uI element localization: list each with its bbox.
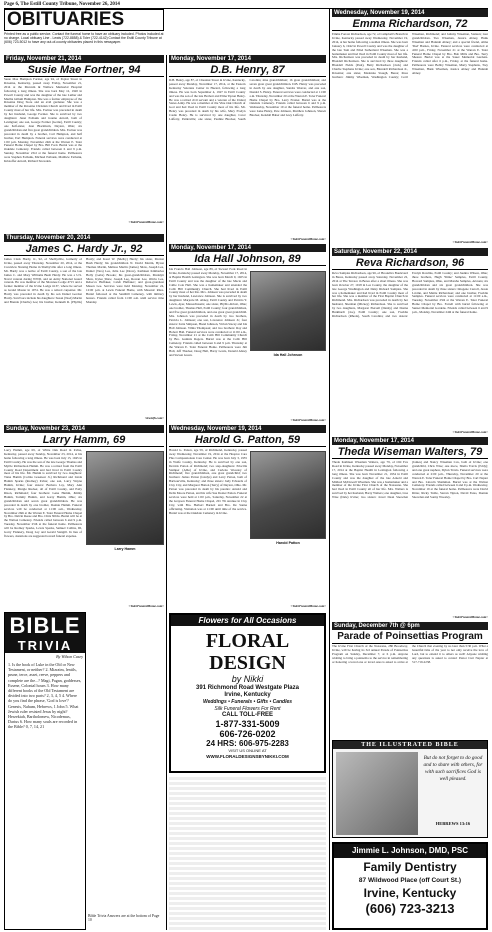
florist-address: 391 Richmond Road Westgate Plaza [196, 685, 299, 691]
obit-source: <TolerFuneralHome.com> [290, 237, 326, 241]
column-divider [166, 55, 167, 930]
bible-questions-cont [88, 612, 164, 912]
obit-name: Reva Richardson, 96 [332, 257, 488, 270]
dentist-practice: Family Dentistry [363, 860, 457, 874]
obit-photo [250, 451, 326, 539]
obit-source: <TolerFuneralHome.com> [290, 418, 326, 422]
obit-text: Harold G. Patton, age 59, of Richmond, Kentucky, passed away Wednesday, November 19, 2014 at the Hospice Care Plus Compassionate Care Center. He was born July 3, 1955 in Wolfe County, Kentucky. He is survived by one son, Derrick Patton of Richmond; two step-daughters: Priscilla Stamper (Allie) of Irvine, and Carlena Woosley of Richmond; five grandchildren, one great grandchild; two brothers: James Patton (Gladys) and Larry Patton, both of Barbourville, Kentucky; and three sisters: Judy Edwards of Clay City, and Margaret Hatton (Terry) of Dayton, Ohio. Mr. Patton was preceded in death by his parents: Arnold and Della Moore Patton, and his wife Sue Dozier Patton. Funeral services were held at 1:00 p.m., Saturday, November 22 at the Grayson Funeral Home Chapel, 201 7th Avenue in Clay City, with Bro. Herbert Barnett and Bro. De Sanna officiating. Visitation was at 11:00 until time of the service. Burial was at the Oakdale Cemetery in Irvine. [169, 449, 247, 515]
florist-ad [169, 613, 326, 773]
dentist-phone[interactable]: (606) 723-3213 [365, 901, 455, 916]
florist-name: FLORAL DESIGN [205, 630, 290, 674]
obit-text-cont [85, 78, 164, 218]
column-divider [329, 9, 330, 930]
bible-questions: 1. Is the book of Luke in the Old or New Testament, or neither? 2. Mizraim, lentils, prune, terce, asset, reeve, peppers and complete are the...? Magi, Pagan, goddesses, Essene, Colonial hours 3. How many different books of the Old Testament are divided into two parts? 2, 3, 4, 5 4. Where do you find the phrase, 'God is love'? Genesis, Nahum, Hebrews, 1 John 5. What Jewish ruler resisted Jesus by night? Herzekiah, Bartholomew, Nicodemus, Darius 6. How many souls are recorded in the Bible? 0, 7, 14, 21 [8, 662, 82, 730]
obit-photo [86, 451, 164, 545]
illustrated-bible-title: THE ILLUSTRATED BIBLE [333, 741, 487, 749]
obit-source: <TolerFuneralHome.com> [290, 604, 326, 608]
blank-space [169, 776, 326, 930]
obit-source: <TolerFuneralHome.com> [128, 220, 164, 224]
obit-date: Friday, November 21, 2014 [4, 55, 164, 63]
obit-text: D.B. Henry, age 87, of Chestnut Street in Irvine, Kentucky, passed away Monday, November 17, 2014, at the Eastern Kentucky Veterans Center in Hazard, following a long illness. He was born September 4, 1927 in Estill County and was the son of the late Herbert and Elma Tipton Henry. He was a retired civil servant and a veteran of the United States Army. He was a member of the Vine Oak Church of God and had lived in Estill County most of his life. Mr. Henry was preceded in death by his wife, Mary Evelyn Castle Henry. He is survived by one daughter, Carol Lafferty, Paintsville; one sister, Pauline Blocker, South Carolina; nine grandchildren; 16 great grandchildren; and seven great great grandchildren. D.B. Henry was preceded in death by one daughter, Sandra Weaver, and one son, Donald S. Henry. Funeral services were conducted at 11:00 a.m. Thursday, November 20 at the Warren E. Toler Funeral Home Chapel by Bro. Larry Frazier. Burial was at the Oakdale Cemetery. Friends called between 6 and 9 p.m. Wednesday, November 19 at the funeral home. Pallbearers were Luke Henry, Pete Johnson, Matthew Johnson, Shawn Blocker, Kendall Baber and Grey Lafferty. [169, 79, 326, 122]
obit-photo [250, 271, 326, 351]
bible-trivia-box [4, 612, 86, 930]
page-header: Page 6, The Estill County Tribune, November 26, 2014 [4, 2, 488, 9]
obit-name: James C. Hardy Jr., 92 [4, 243, 164, 256]
obit-text-cont [250, 548, 326, 604]
florist-visit-label: VISIT US ONLINE AT [228, 748, 267, 753]
obit-date: Monday, November 17, 2014 [169, 244, 326, 252]
obit-photo-caption: Ida Hall Johnson [273, 353, 303, 357]
obit-photo-caption: Larry Hamm [114, 547, 136, 551]
obit-date: Wednesday, November 19, 2014 [332, 9, 488, 17]
florist-phone-tollfree: 1-877-331-5009 [215, 719, 280, 729]
obit-name: Susie Mae Fortner, 94 [4, 64, 164, 77]
florist-by: by Nikki [231, 674, 264, 684]
obit-text-cont [250, 360, 326, 418]
dentist-ad [332, 842, 488, 930]
obit-name: Emma Richardson, 72 [332, 18, 488, 31]
illustrated-bible-ref: HEBREWS 13:16 [435, 821, 471, 826]
obit-date: Thursday, November 20, 2014 [4, 234, 164, 242]
florist-tollfree-label: CALL TOLL-FREE [221, 712, 274, 718]
event-text: The Irvine First Church of the Nazarene, 280 Broadway, Irvine, will be having its 3rd annual Parade of Poinsettias Program on Sunday, December 7, at 6 p.m. Anyone wishing to bring a poinsettia to the service in remembering or honoring a loved one or loved ones is asked to arrive at the Church that evening by no later than 5:30 p.m. What a beautiful time of the year to not only receive the love of Lord, but to extend it to others as well! Anyone wishing any questions is asked to contact Pastor Curt Napier at 517-719-2238. [332, 645, 488, 664]
bible-title: BIBLE [5, 613, 85, 639]
obit-date: Wednesday, November 19, 2014 [169, 425, 326, 433]
florist-services: Weddings • Funerals • Gifts • Candles [202, 699, 293, 705]
obit-text: Theda Kathleen Wiseman Walters, age 79, of Old Fox Road in Irvine, Kentucky passed away Monday, November 17, 2014 at the Baptist Health in Lexington following a long illness. She was born November 21, 1934 in Estill County and was the daughter of the late Arnold and Mildred McDowell Wiseman. She was a homemaker and a member of the Irvine First Church of the Nazarene. She had lived in Estill County all of her life. Mrs. Walters is survived by her husband, Harry Walters; one daughter, Lisa Wise (Dale) Irvine; two sisters: Jewel Dean Snowden (James) and Nancy Wiseman Cox, both of Irvine; one grandchild, Chris Wise; one niece, Sheila Travis (Eddy); and one great nephew, Dylan Travis. Funeral services were conducted at 2:00 p.m., Thursday, November 20 at the Warren E. Toler Funeral Home Chapel by Bro. Carl Napier and Bro. Lincoln Shammon. Burial was at the Walton Cemetery. Friends called between 6 and 9 p.m. Wednesday, November 19 at the funeral home. Pallbearers were David Ritter, Ricky Tuttle, Steven Tipton, David Estes, Donnie Snowden and Sonny Woosley. [332, 461, 488, 500]
obit-photo-caption: Harold Patton [276, 541, 300, 545]
obit-source: <TolerFuneralHome.com> [452, 240, 488, 244]
obit-text: Ida Francis Hall Johnson, age 89, of Stewart Fork Road in Irvine, Kentucky passed away Monday, November 17, 2014, at Baptist Health Lexington. She was born March 9, 1925 in Estill County and was the daughter of the late Macie and Callie Cole Hall. She was a homemaker and attended the Cobb Hill Community Church. She had lived in Estill County most of her life. Mrs. Johnson was preceded in death by her husband, Lawrence Johnson. She is survived by two daughters: Marjorie M. Abney, Estill County and Patricia Y. Lewis, Ayer, Massachusetts; one sister, Phyllis Abbott, Ohio; one brother, Thomas Hall, Estill County; four grandchildren, and five great grandchildren, and one great great grandchild. Mrs. Johnson was preceded in death by two brothers, Patricia L. Johnson; one son, Lawrence Johnson Jr.; four sisters: Zetta Simpson, Hazel Johnson, Vivian Stacey and Ida Hall Johnson. Vilma Thompson; and two brothers: Ray and Hobert Hall. Funeral services were conducted at 11:00 a.m., Friday, November 21 at the Cobb Hill Community Church by Bro. Guinnis Rogers. Burial was at the Cobb Hill Cemetery. Friends called between 6 and 9 p.m. Thursday at the Warren E. Toler Funeral Home. Pallbearers were Jim Hall, Jeff Thacker, Doug Hall, Harry Lewis, Donald Abney and Steven Green. [169, 268, 247, 357]
florist-headline: Flowers for All Occasions [171, 615, 324, 626]
obit-name: Larry Hamm, 69 [4, 434, 164, 447]
obit-name: D.B. Henry, 87 [169, 64, 326, 77]
florist-phone-local: 606-726-0202 [219, 729, 276, 739]
event-date: Sunday, December 7th @ 6pm [332, 622, 488, 630]
obit-source: <TolerFuneralHome.com> [452, 430, 488, 434]
obit-name: Ida Hall Johnson, 89 [169, 253, 326, 266]
obit-source: <TolerFuneralHome.com> [452, 615, 488, 619]
illustrated-bible-image [336, 752, 418, 835]
obit-text-cont [86, 554, 164, 602]
bible-answers-note: Bible Trivia Answers are at the bottom of Page 10 [88, 914, 160, 923]
obit-text: Reva Samples Richardson, age 96, of Brookliva Boulevard in Berea, Kentucky passed away Saturday, November 22, 2014 at The Terrace in Berea after a short illness. She was born October 27, 1918 in Lee County, the daughter of the late George Washington and Daisy Rickard Samples. She was a homemaker and had lived in Estill County most of her life. She was a member of the First Baptist Church in Richmond. Mrs. Richardson was preceded in death by her husband, Sherman (Mickey) Richardson. She is survived by two daughters, Margaret Piersall (Danny) and Donna Burkhardt (Joe), Estill County; one son, Freddie Richardson (Rhoda), South Carolina; and two sisters: Evelyn Rawlins, Estill County; and Juanita Wilson, Ohio; three brothers, Hugh 'Shine' Samples, Estill County, Howard Samples, Ohio, and Marsha Samples, Arizona; six grandchildren and six great grandchildren. She was preceded in death by three sisters: Imogene Carroll, Jessie Lavinn, and Mattie Richardson; and one brother, Freddie Samples. Funeral services were conducted at 11:00 a.m., Tuesday, November 25th at the Warren E. Toler Funeral Home Chapel by Bro. Farrell with burial following at Sunset Memorial Gardens. Friends called between 6 and 9 p.m., Monday, November 24th at the funeral home. [332, 272, 488, 318]
obit-source: <lewisfh.com> [144, 416, 164, 420]
obit-date: Saturday, November 22, 2014 [332, 248, 488, 256]
masthead-title: OBITUARIES [4, 9, 164, 31]
obit-date: Sunday, November 23, 2014 [4, 425, 164, 433]
florist-city: Irvine, Kentucky [224, 692, 271, 698]
obit-text: Larry Hamm, age 69, of White Oak Road in Irvine, Kentucky, passed away Sunday, November 23, 2014, at his home following a long illness. He was born July 15, 1945 in Estill County. He was the son of the late George Thomas and Myrtle Richardson Hamm. He was a retired from the Estill County Road Department and had lived in Estill County most of his life. Mr. Hamm is survived by two daughters: Tiana Hamm (Colina Greeneer Jr.) Richmond and Linda Hamm Sparks (Rodney) Irvine; one son, Larry Wayne Hamm, Irvine; four sisters: Barbara Lay, Mary Ann Flannery, Margie Rucker, all of Estill County, and Patty Rison, Richmond; four brothers: Gene Hamm, Jimmy Hamm, Tommy Hamm, and Garry Hamm, Ohio; six grandchildren and seven great grandchildren. He was preceded in death by one brother, Donnie Hamm. Funeral services will be conducted at 11:00 a.m., Wednesday, November 26th at the Warren E. Toler Funeral Home Chapel by Bro. Delvin Reese and Bro. Chris Nibbs. Burial will be at the Walton Cemetery. Friends called between 6 and 9 p.m. Tuesday, November 25th at the funeral home. Pallbearers will be Rodney Sparks, Lewis Sparks, Samuel Collins, III, Garry Flannery, Doug Lay and Gerald Stangill. In lieu of flowers, donations are suggested toward funeral expense. [4, 449, 82, 538]
obit-date: Monday, November 17, 2014 [332, 437, 488, 445]
dentist-address: 87 Wildwood Place (off Court St.) [358, 877, 462, 884]
illustrated-bible-quote: But do not forget to do good and to share with others, for with such sacrifices God is well pleased. [423, 755, 483, 782]
illustrated-bible-box [332, 740, 488, 838]
obit-name: Theda Wiseman Walters, 79 [332, 446, 488, 459]
obit-text: Susie Mae Hampton Fortner, age 94, of Poplar Street in Ravenna, Kentucky, passed away Friday, November 21, 2014 at the Marcum & Wallace Memorial Hospital following a long illness. She was born May 12, 1920 in Powell County and was the daughter of the late Luther and Martha Gillum Hampton. She was a former employee of the Ravenna Drug Store and an avid gardener. She was a member of the Ravenna Christian Church and lived in Estill County most of her life. Mrs. Fortner was preceded in death by her husband, George Fortner. She is survived by two daughters: Janet Estbank and Joanna Arnold, both of Lexington; one son, George Fortner (Gertie), Estill County; one half-sister, Jean Blackburn, Dayton, Ohio; six grandchildren and five great grandchildren. Mrs. Fortner was preceded in death by a brother, Carl Hampton, and half brother, Earl Hampton. Funeral services were conducted at 1:00 p.m. Monday, November 24th at the Warren E. Toler Funeral Home Chapel by Bro. Bill Ford. Burial was at the Oakdale Cemetery. Friends called between 6 and 9 p.m. Sunday, November 23rd at the funeral home. Pallbearers were Stephen Estbank, Michael Estbank, Matthew Estbank, Kristoffer Arnold, Richard Snowden. [4, 78, 82, 164]
florist-hours: 24 HRS: 606-975-2283 [206, 739, 289, 748]
obit-source: <TolerFuneralHome.com> [128, 604, 164, 608]
event-title: Parade of Poinsettias Program [332, 631, 488, 644]
dentist-name: Jimmie L. Johnson, DMD, PSC [334, 844, 486, 858]
bible-subtitle: TRIVIA [5, 639, 85, 653]
bible-byline: By Wilson Casey [56, 654, 83, 659]
obit-text: Emma Forrest Richardson, age 72, of Campbell's Branch in Irvine, Kentucky passed away Wednesday, November 19, 2014, at her home following a sudden illness. She was born January 6, 1942 in Powell County and was the daughter of the late Tom and Ethel Sutherland Wiseman. She was a homemaker and had lived in Estill County most of her life. Mrs. Richardson was preceded in death by her husband, Blondell Richardson. She is survived by three daughters: Blondell Fields (Paul), Betty Richardson (Jack) and Charlie Stephens Irvine; one son, Blondell Richardson Jr., Ravenna; one sister, Madonna Stough, Berea; three brothers: Jimmy Wiseman, Washington County; Cecil Wiseman, Richmond; and Johnny Wiseman, Stanton; four grandchildren. Two Wiseman, Jessica Abney, Hank Wiseman and Hannah Abney; and a special friend, Alma 'Dod' Barnes, Irvine. Funeral services were conducted at 4:00 p.m., Friday, November 21 at the Warren E. Toler Funeral Home Chapel by Bro. Bob Mills and Bro. Terry Shearer. Burial was at the Sauer Memorial Gardens. Friends called after 6 p.m., Friday, at the funeral home. Pallbearers were Bobby Wiseman, Marty Stephens, Trey Wiseman, Hank Wiseman, Jessica Abney and Hannah Abney. [332, 33, 488, 79]
masthead-note: Printed free as a public service. Contact the funeral home to have an obituary included. Photos included at no charge. Local obituary Line - Lewis (722-8858) & Toler (722-4142) Contact the Estill County Tribune at (606) 723-5012 to have any out-of-county obituaries placed in this newspaper. [4, 32, 164, 45]
obit-text: James Clark Hardy, Jr., 92, of Shelbyville, formerly of Irvine, passed away Thursday, November 20, 2014, at the Crestview Nursing Home in Shelbyville after a long illness. Mr. Hardy was a native of Estill County, a son of the late James C. and Mary Williams Bush Hardy. He was a U.S. Naval veteran during WWII, and an Army National Guard veteran. He was member of the Shawnee Lodge #715 and a former member of the Irvine Lodge #137, where he served as Grand Master in 1974. He was a retired carpenter. Mr. Hardy was preceded in death by his son Daniel Gordon Hardy. Survivors include his daughters: Susan (Noel) Martin and Brenda (Charlie) Lee; his brother, Kenneth R. (Phyllis) Hardy; and Karel W. (Shelby) Hardy; his sister, Marion Bush Hardy; his grandchildren N. David Martin, Byron Thomas Martin, Melissa Martin (James) Shaw, Joseph Lee, Daniel (Tara) Lee, Julia Lee (Drew), Kathleen Kimberlee Holly (Gabe) Brooks; his great-grandchildren, Madalyn Shaw, Kylee Shaw, Joseph Lee, Rowan Lee, Olivia Lee, Rebecca Huffaker, Caleb Huffaker; and great-grandson Mason Lee. Services were held Monday, November 24, 12:00 p.m. at Lewis Funeral Home, with Masonic Rites. Burial followed at the Sandhill Cemetery, with military honors. Friends called from 11:00 a.m. until service time Monday. [4, 258, 164, 304]
dentist-city: Irvine, Kentucky [363, 886, 457, 900]
florist-url[interactable]: WWW.FLORALDESIGNSBYNIKKI.COM [206, 754, 289, 759]
obit-name: Harold G. Patton, 59 [169, 434, 326, 447]
obit-date: Monday, November 17, 2014 [169, 55, 326, 63]
florist-rent: Silk Funeral Flowers For Rent [214, 706, 281, 712]
